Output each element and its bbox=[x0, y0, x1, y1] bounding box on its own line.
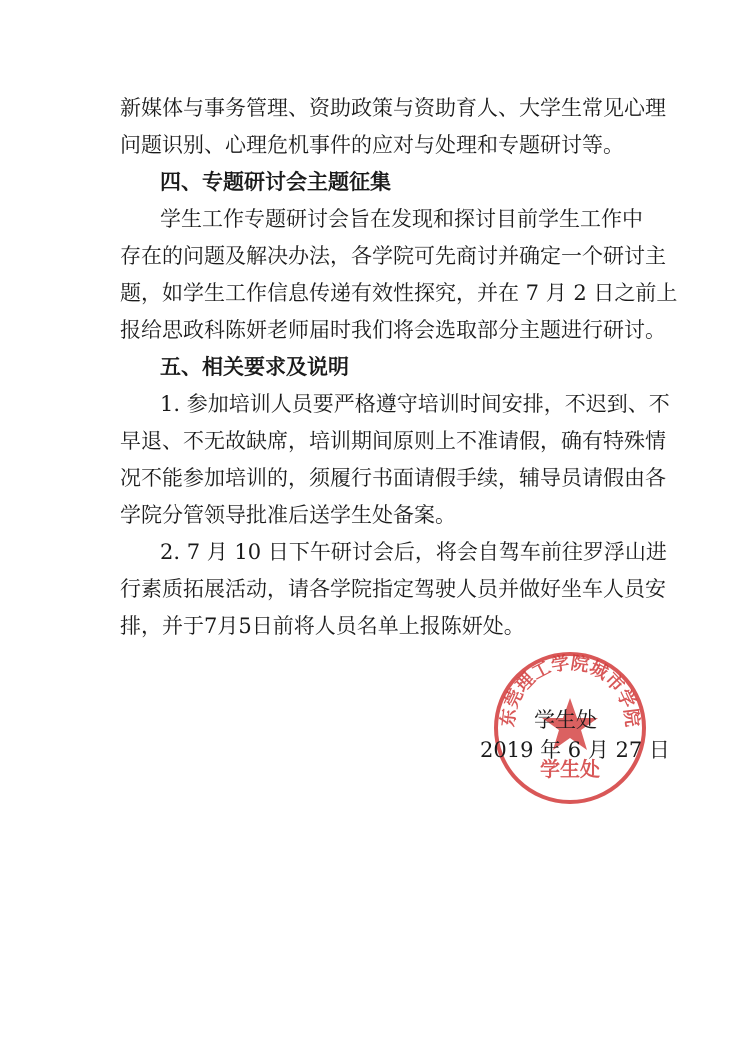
body-line: 况不能参加培训的，须履行书面请假手续，辅导员请假由各 bbox=[120, 466, 666, 490]
signature-office: 学生处 bbox=[534, 708, 597, 732]
body-line: 存在的问题及解决办法，各学院可先商讨并确定一个研讨主 bbox=[120, 244, 666, 268]
body-line: 排，并于7月5日前将人员名单上报陈妍处。 bbox=[120, 614, 525, 638]
seal-inner-text: 学生处 bbox=[540, 757, 600, 781]
body-line: 题，如学生工作信息传递有效性探究，并在 7 月 2 日之前上 bbox=[120, 281, 678, 305]
seal-outer-text: 东莞理工学院城市学院 bbox=[497, 652, 643, 729]
section-heading: 四、专题研讨会主题征集 bbox=[160, 169, 391, 194]
body-line: 1. 参加培训人员要严格遵守培训时间安排，不迟到、不 bbox=[160, 392, 670, 416]
body-line: 新媒体与事务管理、资助政策与资助育人、大学生常见心理 bbox=[120, 96, 666, 120]
signature-date: 2019 年 6 月 27 日 bbox=[480, 738, 670, 762]
body-line: 学生工作专题研讨会旨在发现和探讨目前学生工作中 bbox=[160, 207, 643, 231]
body-line: 早退、不无故缺席，培训期间原则上不准请假，确有特殊情 bbox=[120, 429, 666, 453]
body-line: 行素质拓展活动，请各学院指定驾驶人员并做好坐车人员安 bbox=[120, 577, 666, 601]
body-line: 学院分管领导批准后送学生处备案。 bbox=[120, 503, 456, 527]
body-line: 报给思政科陈妍老师届时我们将会选取部分主题进行研讨。 bbox=[120, 318, 666, 342]
section-heading: 五、相关要求及说明 bbox=[160, 354, 349, 379]
body-line: 问题识别、心理危机事件的应对与处理和专题研讨等。 bbox=[120, 133, 624, 157]
body-line: 2. 7 月 10 日下午研讨会后，将会自驾车前往罗浮山进 bbox=[160, 540, 667, 564]
